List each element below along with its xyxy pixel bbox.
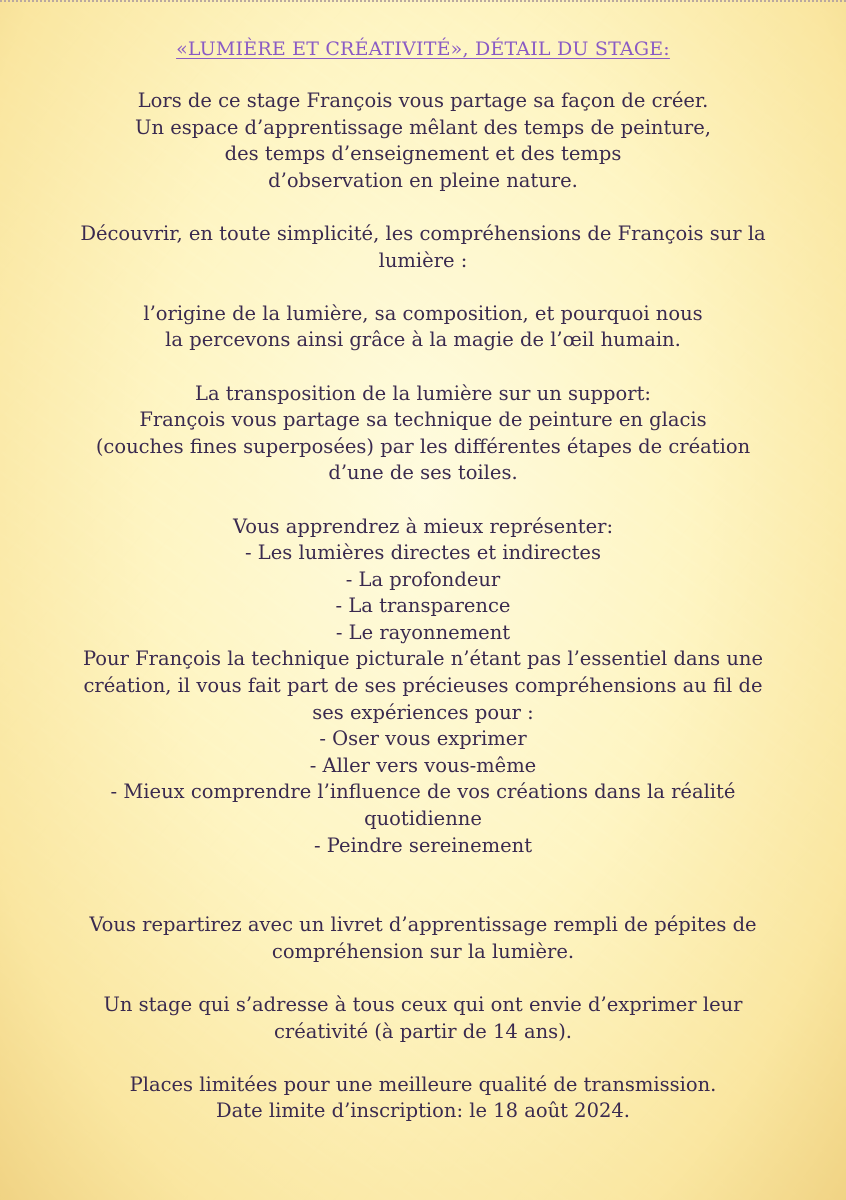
learn-list-item: - Les lumières directes et indirectes [245, 541, 601, 565]
learn-list-item: - Oser vous exprimer [319, 727, 527, 751]
intro-line: des temps d’enseignement et des temps [224, 142, 622, 166]
booklet-line: compréhension sur la lumière. [271, 939, 575, 963]
deadline-line: Date limite d’inscription: le 18 août 2024. [216, 1099, 630, 1123]
learn-paragraph [40, 514, 806, 860]
intro-line: d’observation en pleine nature. [268, 168, 578, 192]
learn-list-item: quotidienne [364, 807, 482, 831]
origin-line: l’origine de la lumière, sa composition, et pourquoi nous [143, 301, 703, 325]
audience-paragraph [40, 992, 806, 1045]
learn-line: ses expériences pour : [312, 700, 534, 724]
audience-line: Un stage qui s’adresse à tous ceux qui ont envie d’exprimer leur [103, 993, 743, 1016]
booklet-line: Vous repartirez avec un livret d’apprentissage rempli de pépites de [89, 913, 757, 937]
transposition-paragraph [40, 381, 806, 487]
transposition-line: (couches fines superposées) par les différentes étapes de création [95, 434, 751, 458]
discover-paragraph [40, 221, 806, 274]
learn-list-item: - La profondeur [345, 567, 501, 591]
spacer [40, 965, 806, 992]
spacer [40, 194, 806, 221]
spacer [40, 274, 806, 301]
learn-list-item: - Aller vers vous-même [309, 753, 537, 777]
audience-line: créativité (à partir de 14 ans). [274, 1019, 572, 1043]
places-paragraph [40, 1072, 806, 1125]
transposition-line: La transposition de la lumière sur un support: [195, 381, 651, 405]
places-line: Places limitées pour une meilleure qualité de transmission. [129, 1072, 717, 1096]
learn-list-item: - La transparence [335, 594, 511, 618]
learn-line: Vous apprendrez à mieux représenter: [232, 514, 614, 538]
intro-line: Un espace d’apprentissage mêlant des temps de peinture, [135, 115, 711, 139]
dotted-top-border [0, 0, 846, 2]
learn-list-item: - Le rayonnement [335, 620, 511, 644]
spacer [40, 1045, 806, 1072]
origin-line: la percevons ainsi grâce à la magie de l’œil humain. [165, 328, 681, 352]
stage-details-document [40, 36, 806, 1125]
document-title: «LUMIÈRE ET CRÉATIVITÉ», DÉTAIL DU STAGE: [176, 38, 670, 60]
booklet-paragraph [40, 912, 806, 965]
intro-line: Lors de ce stage François vous partage sa façon de créer. [137, 89, 709, 112]
learn-list-item: - Peindre sereinement [313, 833, 533, 857]
origin-paragraph [40, 301, 806, 354]
learn-line: création, il vous fait part de ses précieuses compréhensions au fil de [83, 674, 763, 698]
discover-line: lumière : [378, 248, 468, 272]
intro-paragraph [40, 88, 806, 194]
spacer [40, 487, 806, 514]
transposition-line: d’une de ses toiles. [328, 461, 518, 485]
spacer [40, 354, 806, 381]
learn-list-item: - Mieux comprendre l’influence de vos créations dans la réalité [110, 780, 736, 804]
spacer [40, 859, 806, 912]
learn-line: Pour François la technique picturale n’étant pas l’essentiel dans une [82, 647, 764, 671]
transposition-line: François vous partage sa technique de peinture en glacis [139, 408, 707, 432]
discover-line: Découvrir, en toute simplicité, les compréhensions de François sur la [80, 221, 766, 245]
